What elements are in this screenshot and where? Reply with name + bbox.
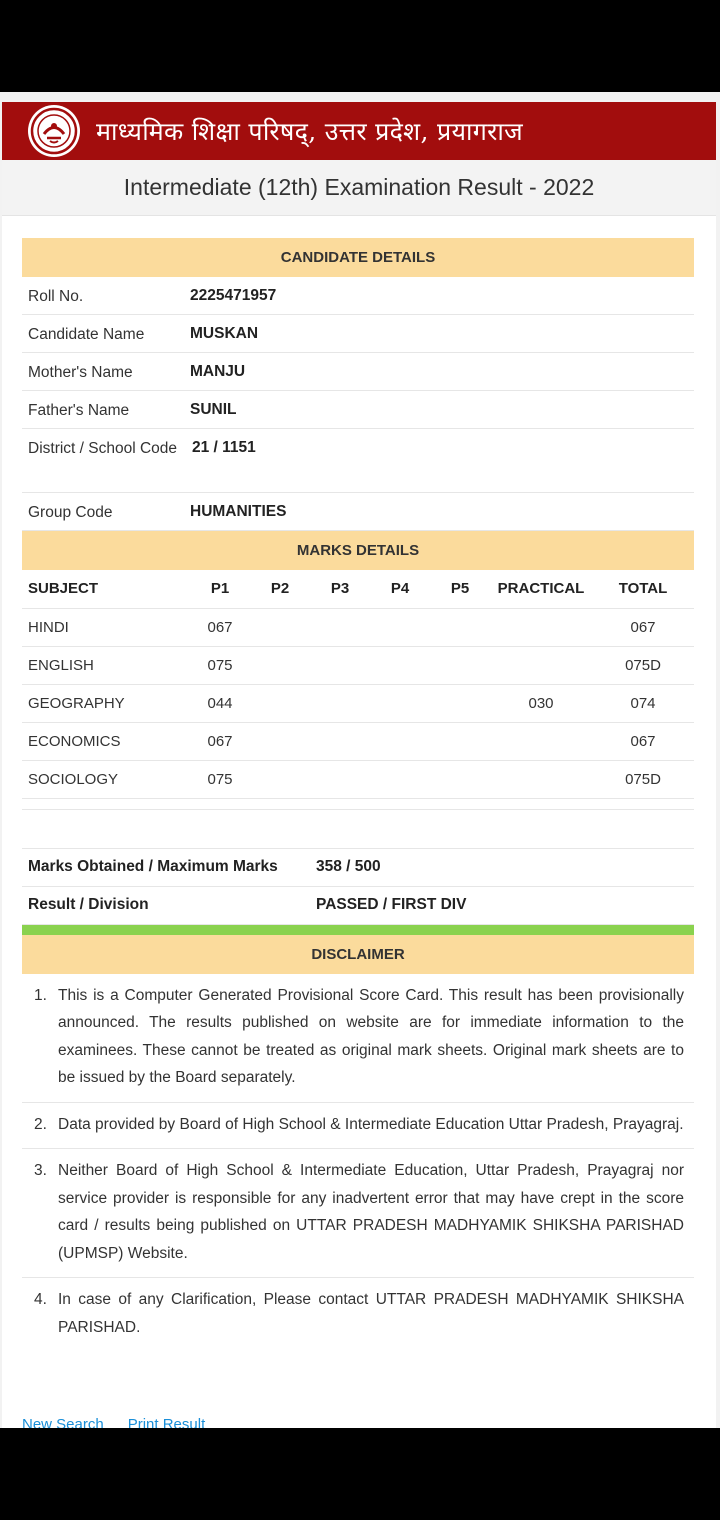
p4-cell — [370, 608, 430, 646]
practical-cell — [490, 646, 592, 684]
marks-header-row — [22, 570, 694, 608]
disclaimer-header: DISCLAIMER — [22, 935, 694, 974]
column-header-p1: P1 — [190, 570, 250, 608]
practical-cell — [490, 722, 592, 760]
column-header-total: TOTAL — [592, 570, 694, 608]
p4-cell — [370, 760, 430, 798]
item-number: 1. — [34, 986, 47, 1004]
table-row — [22, 722, 694, 760]
practical-cell — [490, 760, 592, 798]
exam-title-bar — [2, 160, 716, 216]
up-emblem-icon — [28, 105, 80, 157]
result-division-label: Result / Division — [28, 896, 149, 913]
subject-cell: GEOGRAPHY — [22, 684, 190, 722]
marks-obtained-row — [22, 849, 694, 887]
detail-row-roll-no — [22, 277, 694, 315]
column-header-subject: SUBJECT — [22, 570, 190, 608]
candidate-details-header: CANDIDATE DETAILS — [22, 238, 694, 277]
p3-cell — [310, 608, 370, 646]
exam-title: Intermediate (12th) Examination Result - 2022 — [123, 174, 595, 200]
result-status-bar — [22, 925, 694, 935]
p2-cell — [250, 722, 310, 760]
detail-label: District / School Code — [28, 440, 178, 457]
result-content — [22, 238, 694, 1351]
board-banner — [2, 102, 716, 160]
p3-cell — [310, 760, 370, 798]
detail-value: MUSKAN — [190, 325, 259, 342]
detail-row-group-code — [22, 493, 694, 531]
p5-cell — [430, 684, 490, 722]
p5-cell — [430, 760, 490, 798]
list-item — [22, 1103, 694, 1150]
detail-label: Candidate Name — [28, 326, 145, 343]
marks-obtained-value: 358 / 500 — [316, 858, 381, 875]
p5-cell — [430, 646, 490, 684]
new-search-link[interactable]: New Search — [22, 1416, 104, 1428]
detail-row-mother-name — [22, 353, 694, 391]
table-row — [22, 646, 694, 684]
list-item — [22, 1278, 694, 1351]
p2-cell — [250, 684, 310, 722]
subject-cell: HINDI — [22, 608, 190, 646]
p4-cell — [370, 646, 430, 684]
marks-table — [22, 570, 694, 810]
item-number: 4. — [34, 1291, 47, 1308]
p1-cell: 075 — [190, 646, 250, 684]
marks-obtained-label: Marks Obtained / Maximum Marks — [28, 858, 278, 875]
total-cell: 067 — [592, 608, 694, 646]
list-item — [22, 1149, 694, 1278]
column-header-p4: P4 — [370, 570, 430, 608]
item-text: This is a Computer Generated Provisional Score Card. This result has been provisionally announced. The results published on website are for immediate information to the examinees. These cannot be treated as original mark sheets. Original mark sheets are to be issued by the Board separately. — [58, 986, 684, 1086]
board-name: माध्यमिक शिक्षा परिषद्, उत्तर प्रदेश, प्रयागराज — [96, 117, 524, 146]
p4-cell — [370, 684, 430, 722]
blank-row — [22, 798, 694, 809]
total-cell: 075D — [592, 646, 694, 684]
column-header-p2: P2 — [250, 570, 310, 608]
p3-cell — [310, 646, 370, 684]
column-header-p5: P5 — [430, 570, 490, 608]
result-division-row — [22, 887, 694, 925]
subject-cell: ECONOMICS — [22, 722, 190, 760]
item-text: Data provided by Board of High School & Intermediate Education Uttar Pradesh, Prayagraj. — [58, 1115, 684, 1133]
footer-links — [22, 1416, 205, 1428]
detail-row-father-name — [22, 391, 694, 429]
table-row — [22, 684, 694, 722]
marks-details-header: MARKS DETAILS — [22, 531, 694, 570]
result-page — [2, 102, 716, 1428]
p1-cell: 067 — [190, 608, 250, 646]
p1-cell: 044 — [190, 684, 250, 722]
column-header-p3: P3 — [310, 570, 370, 608]
practical-cell — [490, 608, 592, 646]
detail-value: SUNIL — [190, 401, 237, 418]
p5-cell — [430, 722, 490, 760]
detail-value: HUMANITIES — [190, 503, 287, 520]
p3-cell — [310, 722, 370, 760]
blank-cell — [22, 798, 694, 809]
detail-label: Group Code — [28, 504, 113, 521]
detail-row-candidate-name — [22, 315, 694, 353]
subject-cell: SOCIOLOGY — [22, 760, 190, 798]
item-text: In case of any Clarification, Please contact UTTAR PRADESH MADHYAMIK SHIKSHA PARISHAD. — [58, 1291, 684, 1336]
table-row — [22, 608, 694, 646]
result-division-value: PASSED / FIRST DIV — [316, 896, 467, 913]
total-cell: 074 — [592, 684, 694, 722]
p2-cell — [250, 608, 310, 646]
print-result-link[interactable]: Print Result — [127, 1416, 206, 1428]
detail-row-district-school-code — [22, 429, 694, 493]
detail-label: Father's Name — [28, 402, 130, 419]
p2-cell — [250, 646, 310, 684]
table-row — [22, 760, 694, 798]
detail-value: MANJU — [190, 363, 246, 380]
detail-label: Mother's Name — [28, 364, 133, 381]
practical-cell: 030 — [490, 684, 592, 722]
total-cell: 067 — [592, 722, 694, 760]
total-cell: 075D — [592, 760, 694, 798]
item-text: Neither Board of High School & Intermediate Education, Uttar Pradesh, Prayagraj nor service provider is responsible for any inadvertent error that may have crept in the score card / results being published on UTTAR PRADESH MADHYAMIK SHIKSHA PARISHAD (UPMSP) Website. — [58, 1162, 684, 1262]
browser-viewport — [0, 92, 720, 1428]
p1-cell: 075 — [190, 760, 250, 798]
list-item — [22, 974, 694, 1103]
disclaimer-list — [22, 974, 694, 1352]
detail-label: Roll No. — [28, 288, 84, 305]
detail-value: 2225471957 — [190, 287, 277, 304]
column-header-practical: PRACTICAL — [490, 570, 592, 608]
result-summary — [22, 848, 694, 925]
subject-cell: ENGLISH — [22, 646, 190, 684]
item-number: 2. — [34, 1115, 47, 1133]
p3-cell — [310, 684, 370, 722]
p5-cell — [430, 608, 490, 646]
detail-value: 21 / 1151 — [192, 439, 256, 456]
p1-cell: 067 — [190, 722, 250, 760]
p2-cell — [250, 760, 310, 798]
item-number: 3. — [34, 1162, 47, 1179]
p4-cell — [370, 722, 430, 760]
